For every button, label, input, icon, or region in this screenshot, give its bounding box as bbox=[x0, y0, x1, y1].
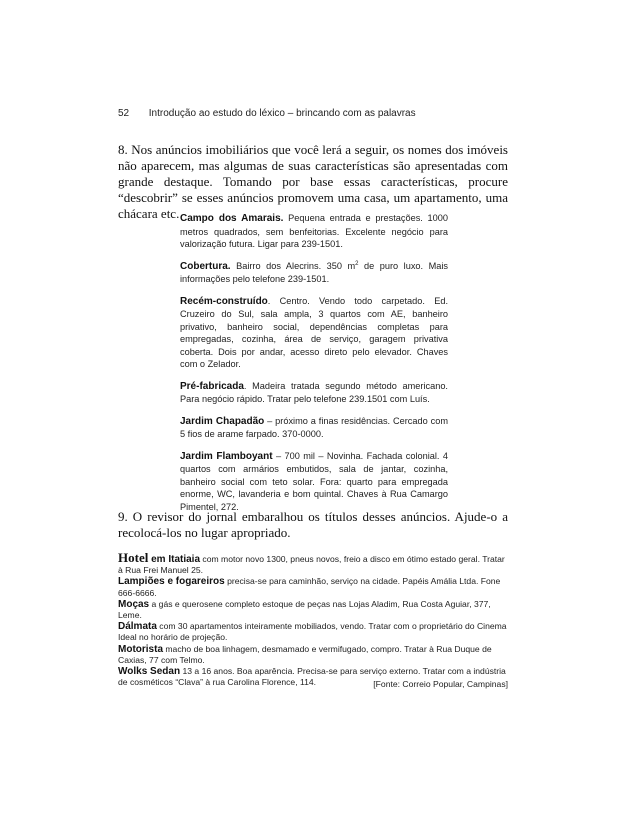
ad-title: Campo dos Amarais. bbox=[180, 213, 284, 224]
ad-title: Jardim Flamboyant bbox=[180, 450, 273, 462]
ad-body: – 700 mil – Novinha. Fachada colonial. 4 quartos com armários embutidos, sala de jantar, cozinha, banheiro social com teto solar. Fora: quarto para empregada enorme, WC, lavanderia e bom quintal. Chaves à Rua Camargo Pimentel, 272. bbox=[180, 450, 448, 512]
classified-item bbox=[118, 576, 510, 598]
classified-title-rest: em Itatiaia bbox=[148, 554, 201, 565]
classified-body: a gás e querosene completo estoque de peças nas Lojas Aladim, Rua Costa Aguiar, 377, Leme. bbox=[118, 598, 491, 621]
classified-item bbox=[118, 644, 510, 666]
ad-item bbox=[180, 260, 448, 286]
real-estate-ads bbox=[180, 212, 448, 522]
classified-item bbox=[118, 552, 510, 576]
classified-title: Moças bbox=[118, 598, 150, 610]
classified-body: macho de boa linhagem, desmamado e vermifugado, compro. Tratar à Rua Duque de Caxias, 77 com Telmo. bbox=[118, 643, 492, 665]
page-number: 52 bbox=[118, 108, 130, 119]
ad-body: Bairro dos Alecrins. 350 m bbox=[230, 260, 356, 271]
ad-body-continued: de puro luxo. Mais informações pelo telefone 239-1501. bbox=[180, 260, 448, 284]
ad-item bbox=[180, 380, 448, 406]
ad-title: Jardim Chapadão bbox=[180, 415, 265, 427]
ad-item bbox=[180, 450, 448, 514]
classified-body: 13 a 16 anos. Boa aparência. Precisa-se para serviço externo. Tratar com a indústria de cosméticos “Clava” à rua Carolina Florence, 114. bbox=[118, 666, 506, 688]
classified-item bbox=[118, 599, 510, 621]
ad-item bbox=[180, 212, 448, 251]
classified-body: precisa-se para caminhão, serviço na cidade. Papéis Amália Ltda. Fone 666-6666. bbox=[118, 576, 501, 598]
classified-body: com 30 apartamentos inteiramente mobiliados, vendo. Tratar com o proprietário do Cinema Ideal no horário de projeção. bbox=[118, 621, 507, 643]
ad-title: Pré-fabricada bbox=[180, 380, 244, 392]
ad-item bbox=[180, 415, 448, 441]
source-citation: [Fonte: Correio Popular, Campinas] bbox=[373, 679, 508, 689]
classified-item bbox=[118, 621, 510, 643]
classified-title: Motorista bbox=[118, 643, 163, 655]
ad-body: – próximo a finas residências. Cercado com 5 fios de arame farpado. 370-0000. bbox=[180, 415, 448, 439]
ad-body: Pequena entrada e prestações. 1000 metros quadrados, sem benfeitorias. Excelente negócio para valorização futura. Ligar para 239-1501. bbox=[180, 213, 448, 249]
ad-body: . Centro. Vendo todo carpetado. Ed. Cruzeiro do Sul, sala ampla, 3 quartos com AE, banheiro privativo, banheiro social, dependências completas para empregadas, cozinha, área de serviço, garagem privativa coberta. Dois por andar, acesso direto pelo elevador. Chaves com o Zelador. bbox=[180, 295, 448, 369]
classified-title: Hotel bbox=[118, 550, 149, 565]
exercise-9-prompt: 9. O revisor do jornal embaralhou os títulos desses anúncios. Ajude-o a recolocá-los no lugar apropriado. bbox=[118, 509, 508, 540]
ad-superscript: 2 bbox=[355, 260, 359, 267]
running-header bbox=[118, 108, 518, 119]
classified-title: Lampiões e fogareiros bbox=[118, 576, 225, 588]
running-title: Introdução ao estudo do léxico – brincando com as palavras bbox=[148, 108, 416, 119]
ad-title: Cobertura. bbox=[180, 260, 231, 272]
ad-item bbox=[180, 295, 448, 371]
shuffled-classifieds bbox=[118, 552, 510, 688]
ad-title: Recém-construído bbox=[180, 295, 268, 307]
exercise-8-prompt: 8. Nos anúncios imobiliários que você lerá a seguir, os nomes dos imóveis não aparecem, mas algumas de suas características são apresentadas com grande destaque. Tomando por base essas características, procure “descobrir” se esses anúncios promovem uma casa, um apartamento, uma chácara etc. bbox=[118, 142, 508, 221]
classified-title: Wolks Sedan bbox=[118, 666, 181, 678]
classified-body: com motor novo 1300, pneus novos, freio a disco em ótimo estado geral. Tratar à Rua Frei Manuel 25. bbox=[118, 554, 505, 576]
ad-body: . Madeira tratada segundo método americano. Para negócio rápido. Tratar pelo telefone 239.1501 com Luís. bbox=[180, 380, 448, 404]
classified-title: Dálmata bbox=[118, 621, 157, 633]
